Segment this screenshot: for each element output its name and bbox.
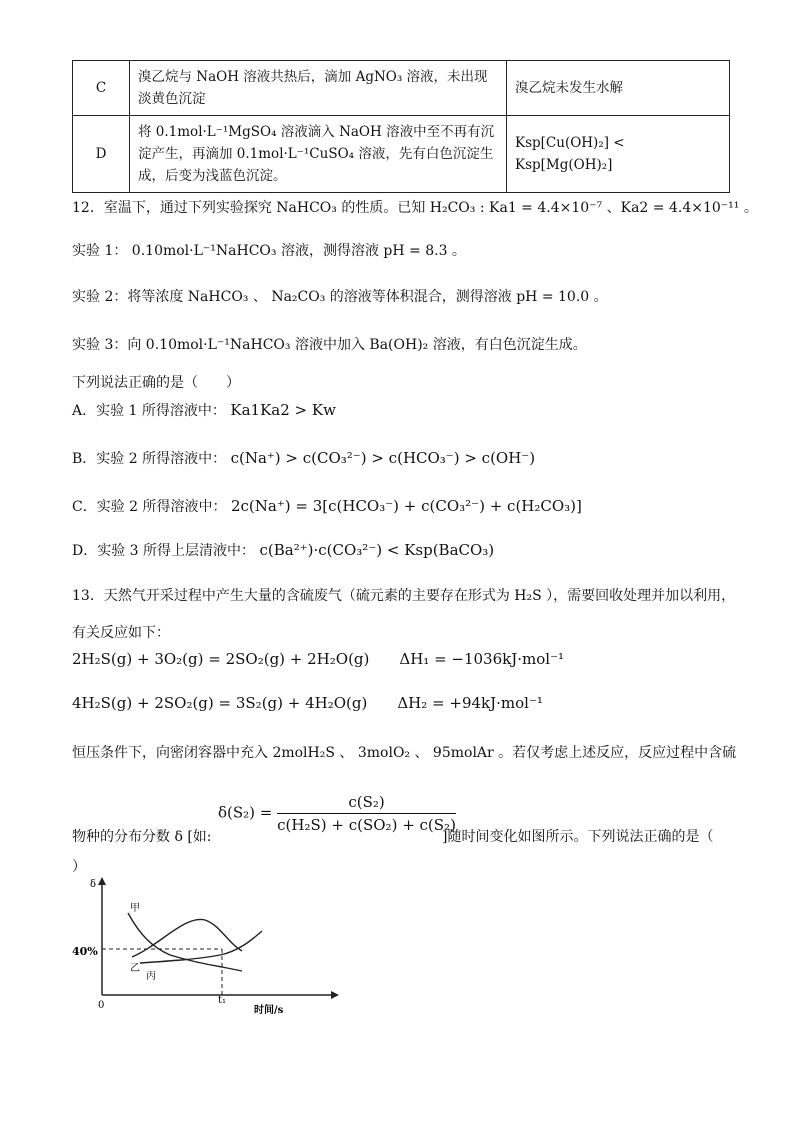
origin-label: 0 [98,1000,105,1011]
x-axis-label: 时间/s [254,1005,284,1015]
curve-yi [132,919,242,957]
q13-dist-suffix: ]随时间变化如图所示。下列说法正确的是（ [442,829,714,845]
q13-equation-2: 4H₂S(g) + 2SO₂(g) = 3S₂(g) + 4H₂O(g) ΔH₂ = +94kJ·mol⁻¹ [72,694,543,712]
q12-option-a [72,400,336,420]
option-d-label: D．实验 3 所得上层清液中： [72,543,256,559]
row-description: 溴乙烷与 NaOH 溶液共热后，滴加 AgNO₃ 溶液，未出现淡黄色沉淀 [130,61,507,116]
q12-exp1: 实验 1： 0.10mol·L⁻¹NaHCO₃ 溶液，测得溶液 pH = 8.3 。 [72,243,466,259]
curve-label-jia: 甲 [130,903,140,914]
option-a-formula: Ka1Ka2 > Kw [230,401,336,419]
table-row [73,116,730,193]
y-axis-label: δ [90,879,97,890]
curve-label-bing: 丙 [146,971,156,982]
q12-stem: 12．室温下，通过下列实验探究 NaHCO₃ 的性质。已知 H₂CO₃ : Ka1 = 4.4×10⁻⁷ 、Ka2 = 4.4×10⁻¹¹ 。 [72,200,758,216]
delta-denominator: c(H₂S) + c(SO₂) + c(S₂) [277,816,456,834]
y-axis-arrow [98,877,106,885]
row-conclusion: 溴乙烷未发生水解 [507,61,730,116]
q12-option-b [72,448,535,468]
table-row [73,61,730,116]
option-b-formula: c(Na⁺) > c(CO₃²⁻) > c(HCO₃⁻) > c(OH⁻) [230,449,536,467]
curve-label-yi: 乙 [130,963,140,974]
q13-stem-1: 13．天然气开采过程中产生大量的含硫废气（硫元素的主要存在形式为 H₂S ），需要回收处理并加以利用， [72,588,736,604]
option-d-formula: c(Ba²⁺)·c(CO₃²⁻) < Ksp(BaCO₃) [259,541,495,559]
row-letter: D [73,116,130,193]
curve-jia-tail [222,967,242,971]
q12-exp3: 实验 3：向 0.10mol·L⁻¹NaHCO₃ 溶液中加入 Ba(OH)₂ 溶液，有白色沉淀生成。 [72,337,587,353]
q13-dist-prefix: 物种的分布分数 δ [如: [72,829,212,845]
q12-question: 下列说法正确的是（ ） [72,375,240,391]
q12-option-c [72,496,582,516]
row-description: 将 0.1mol·L⁻¹MgSO₄ 溶液滴入 NaOH 溶液中至不再有沉淀产生，再滴加 0.1mol·L⁻¹CuSO₄ 溶液，先有白色沉淀生成，后变为浅蓝色沉淀。 [130,116,507,193]
y-tick-40: 40% [72,945,98,958]
distribution-chart [70,875,370,1015]
curve-bing [140,931,262,963]
delta-definition [218,793,456,834]
x-axis-arrow [331,991,339,999]
row-letter: C [73,61,130,116]
q12-exp2: 实验 2：将等浓度 NaHCO₃ 、 Na₂CO₃ 的溶液等体积混合，测得溶液 pH = 10.0 。 [72,289,608,305]
row-conclusion: Ksp[Cu(OH)₂] < Ksp[Mg(OH)₂] [507,116,730,193]
option-c-label: C．实验 2 所得溶液中： [72,499,227,515]
delta-fraction [277,793,456,834]
options-table [72,60,730,193]
t1-label: t₁ [218,995,227,1006]
q13-equation-1: 2H₂S(g) + 3O₂(g) = 2SO₂(g) + 2H₂O(g) ΔH₁ = −1036kJ·mol⁻¹ [72,650,564,668]
q13-stem-2: 有关反应如下： [72,625,170,641]
q13-condition: 恒压条件下，向密闭容器中充入 2molH₂S 、 3molO₂ 、 95molAr 。若仅考虑上述反应，反应过程中含硫 [72,745,737,761]
delta-numerator: c(S₂) [277,793,456,814]
q13-close-paren: ） [72,859,86,875]
option-a-label: A．实验 1 所得溶液中： [72,403,226,419]
q12-option-d [72,540,494,560]
option-b-label: B．实验 2 所得溶液中： [72,451,227,467]
option-c-formula: 2c(Na⁺) = 3[c(HCO₃⁻) + c(CO₃²⁻) + c(H₂CO₃)] [230,497,582,515]
delta-lhs: δ(S₂) = [218,803,273,822]
